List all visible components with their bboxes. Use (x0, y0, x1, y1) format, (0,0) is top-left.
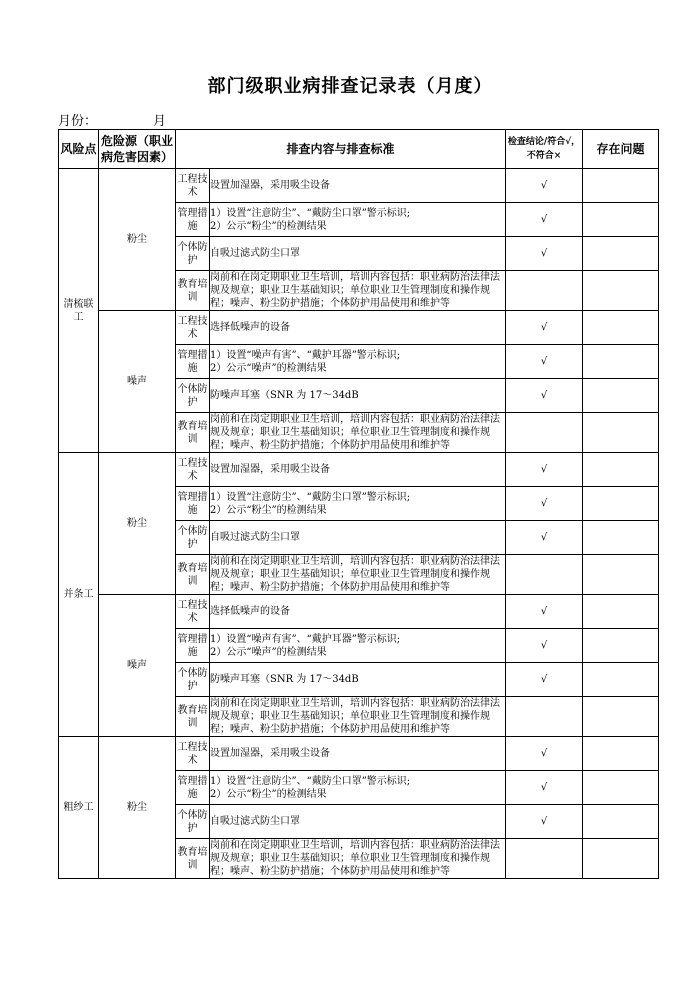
result-cell (506, 697, 583, 737)
category-cell: 管理措施 (176, 629, 210, 663)
content-cell: 设置加湿器，采用吸尘设备 (210, 169, 506, 203)
header-content: 排查内容与排查标准 (176, 130, 506, 169)
content-cell: 岗前和在岗定期职业卫生培训，培训内容包括：职业病防治法律法规及规章；职业卫生基础知识；单位职业卫生管理制度和操作规程；噪声、粉尘防护措施；个体防护用品使用和维护等 (210, 555, 506, 595)
content-cell: 1）设置“注意防尘”、“戴防尘口罩”警示标识; 2）公示“粉尘”的检测结果 (210, 203, 506, 237)
issue-cell[interactable] (583, 629, 659, 663)
content-cell: 选择低噪声的设备 (210, 311, 506, 345)
content-cell: 设置加湿器，采用吸尘设备 (210, 453, 506, 487)
category-cell: 教育培训 (176, 413, 210, 453)
issue-cell[interactable] (583, 169, 659, 203)
issue-cell[interactable] (583, 521, 659, 555)
table-row (59, 737, 659, 771)
issue-cell[interactable] (583, 271, 659, 311)
month-label: 月份： (58, 114, 98, 129)
issue-cell[interactable] (583, 311, 659, 345)
content-cell: 岗前和在岗定期职业卫生培训，培训内容包括：职业病防治法律法规及规章；职业卫生基础知识；单位职业卫生管理制度和操作规程；噪声、粉尘防护措施；个体防护用品使用和维护等 (210, 697, 506, 737)
content-cell: 防噪声耳塞（SNR 为 17～34dB (210, 663, 506, 697)
content-cell: 1）设置“注意防尘”、“戴防尘口罩”警示标识; 2）公示“粉尘”的检测结果 (210, 771, 506, 805)
category-cell: 个体防护 (176, 521, 210, 555)
table-row (59, 595, 659, 629)
result-cell (506, 271, 583, 311)
issue-cell[interactable] (583, 737, 659, 771)
header-issue: 存在问题 (583, 130, 659, 169)
issue-cell[interactable] (583, 453, 659, 487)
category-cell: 管理措施 (176, 771, 210, 805)
issue-cell[interactable] (583, 237, 659, 271)
header-risk-point: 风险点 (59, 130, 99, 169)
category-cell: 管理措施 (176, 487, 210, 521)
content-cell: 防噪声耳塞（SNR 为 17～34dB (210, 379, 506, 413)
content-cell: 自吸过滤式防尘口罩 (210, 237, 506, 271)
result-cell: √ (506, 237, 583, 271)
result-cell: √ (506, 487, 583, 521)
table-row (59, 453, 659, 487)
content-cell: 自吸过滤式防尘口罩 (210, 521, 506, 555)
issue-cell[interactable] (583, 203, 659, 237)
result-cell (506, 839, 583, 879)
issue-cell[interactable] (583, 487, 659, 521)
category-cell: 个体防护 (176, 379, 210, 413)
table-row (59, 311, 659, 345)
result-cell: √ (506, 521, 583, 555)
issue-cell[interactable] (583, 379, 659, 413)
category-cell: 管理措施 (176, 203, 210, 237)
hazard-cell: 噪声 (99, 311, 176, 453)
result-cell: √ (506, 453, 583, 487)
result-cell: √ (506, 203, 583, 237)
result-cell: √ (506, 805, 583, 839)
category-cell: 工程技术 (176, 311, 210, 345)
result-cell: √ (506, 379, 583, 413)
inspection-table (58, 129, 659, 879)
issue-cell[interactable] (583, 413, 659, 453)
category-cell: 教育培训 (176, 555, 210, 595)
result-cell (506, 413, 583, 453)
result-cell: √ (506, 771, 583, 805)
risk-point-cell: 并条工 (59, 453, 99, 737)
hazard-cell: 粉尘 (99, 453, 176, 595)
result-cell: √ (506, 311, 583, 345)
result-cell: √ (506, 663, 583, 697)
result-cell: √ (506, 595, 583, 629)
category-cell: 工程技术 (176, 453, 210, 487)
issue-cell[interactable] (583, 345, 659, 379)
month-line (58, 110, 166, 129)
issue-cell[interactable] (583, 663, 659, 697)
issue-cell[interactable] (583, 839, 659, 879)
category-cell: 工程技术 (176, 737, 210, 771)
page-title: 部门级职业病排查记录表（月度） (207, 76, 493, 97)
header-row (59, 130, 659, 169)
hazard-cell: 粉尘 (99, 737, 176, 879)
content-cell: 1）设置“注意防尘”、“戴防尘口罩”警示标识; 2）公示“粉尘”的检测结果 (210, 487, 506, 521)
content-cell: 1）设置“噪声有害”、“戴护耳器”警示标识; 2）公示“噪声”的检测结果 (210, 629, 506, 663)
content-cell: 岗前和在岗定期职业卫生培训，培训内容包括：职业病防治法律法规及规章；职业卫生基础知识；单位职业卫生管理制度和操作规程；噪声、粉尘防护措施；个体防护用品使用和维护等 (210, 839, 506, 879)
category-cell: 教育培训 (176, 271, 210, 311)
content-cell: 岗前和在岗定期职业卫生培训，培训内容包括：职业病防治法律法规及规章；职业卫生基础知识；单位职业卫生管理制度和操作规程；噪声、粉尘防护措施；个体防护用品使用和维护等 (210, 271, 506, 311)
content-cell: 自吸过滤式防尘口罩 (210, 805, 506, 839)
content-cell: 岗前和在岗定期职业卫生培训，培训内容包括：职业病防治法律法规及规章；职业卫生基础知识；单位职业卫生管理制度和操作规程；噪声、粉尘防护措施；个体防护用品使用和维护等 (210, 413, 506, 453)
issue-cell[interactable] (583, 805, 659, 839)
hazard-cell: 噪声 (99, 595, 176, 737)
category-cell: 个体防护 (176, 663, 210, 697)
category-cell: 教育培训 (176, 839, 210, 879)
content-cell: 选择低噪声的设备 (210, 595, 506, 629)
risk-point-cell: 粗纱工 (59, 737, 99, 879)
category-cell: 工程技术 (176, 169, 210, 203)
issue-cell[interactable] (583, 771, 659, 805)
result-cell: √ (506, 737, 583, 771)
issue-cell[interactable] (583, 697, 659, 737)
result-cell: √ (506, 629, 583, 663)
content-cell: 1）设置“噪声有害”、“戴护耳器”警示标识; 2）公示“噪声”的检测结果 (210, 345, 506, 379)
result-cell: √ (506, 169, 583, 203)
category-cell: 管理措施 (176, 345, 210, 379)
result-cell (506, 555, 583, 595)
content-cell: 设置加湿器，采用吸尘设备 (210, 737, 506, 771)
category-cell: 个体防护 (176, 805, 210, 839)
header-hazard: 危险源（职业病危害因素） (99, 130, 176, 169)
issue-cell[interactable] (583, 595, 659, 629)
result-cell: √ (506, 345, 583, 379)
category-cell: 工程技术 (176, 595, 210, 629)
risk-point-cell: 清梳联工 (59, 169, 99, 453)
header-result: 检查结论/符合√， 不符合× (506, 130, 583, 169)
category-cell: 个体防护 (176, 237, 210, 271)
month-suffix: 月 (153, 114, 167, 129)
issue-cell[interactable] (583, 555, 659, 595)
category-cell: 教育培训 (176, 697, 210, 737)
hazard-cell: 粉尘 (99, 169, 176, 311)
table-row (59, 169, 659, 203)
